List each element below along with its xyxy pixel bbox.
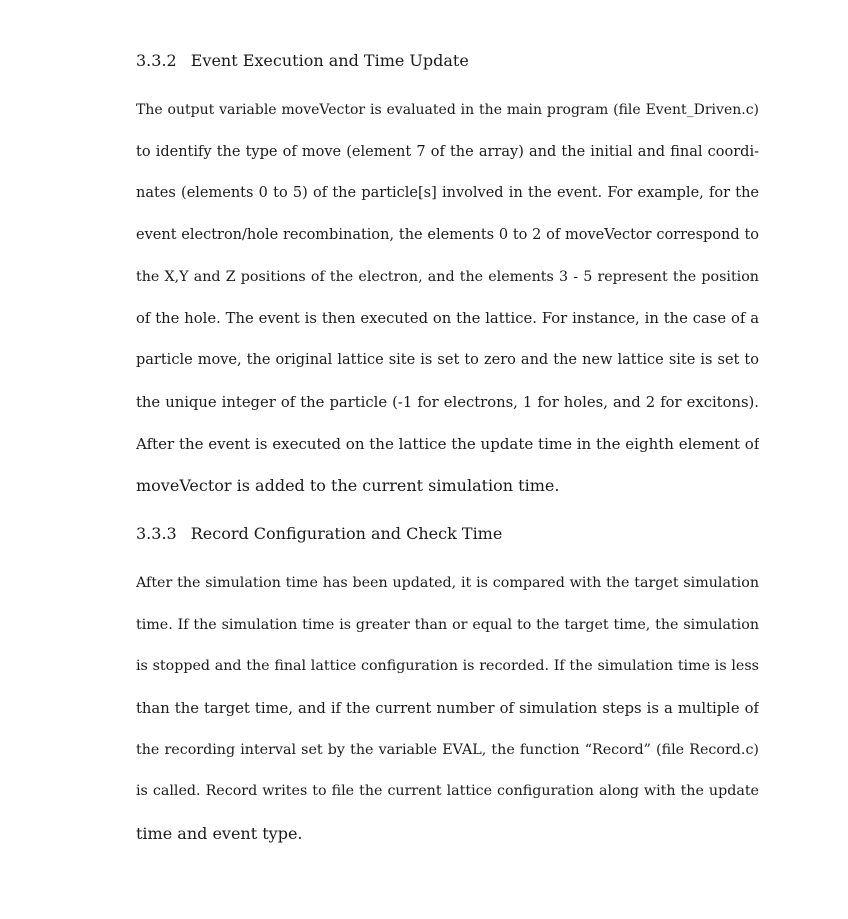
- paragraph-line: the recording interval set by the variable EVAL, the function “Record” (file Record.c): [136, 741, 759, 758]
- paragraph-event-execution: [136, 90, 759, 507]
- paragraph-line: is stopped and the final lattice configuration is recorded. If the simulation time is less: [136, 658, 759, 675]
- paragraph-line: time and event type.: [136, 824, 303, 843]
- paragraph-line: is called. Record writes to file the current lattice configuration along with the update: [136, 783, 759, 800]
- paragraph-line: nates (elements 0 to 5) of the particle[s] involved in the event. For example, for the: [136, 185, 759, 202]
- paragraph-line: moveVector is added to the current simulation time.: [136, 476, 560, 496]
- page-content: [136, 50, 759, 855]
- paragraph-line: the unique integer of the particle (-1 for electrons, 1 for holes, and 2 for excitons).: [136, 393, 759, 411]
- paragraph-line: event electron/hole recombination, the elements 0 to 2 of moveVector correspond to: [136, 227, 759, 244]
- paragraph-line: The output variable moveVector is evaluated in the main program (file Event_Driven.c): [136, 102, 759, 118]
- section-title: Record Configuration and Check Time: [190, 523, 503, 543]
- section-heading-3-3-3: [136, 523, 759, 545]
- paragraph-line: particle move, the original lattice site is set to zero and the new lattice site is set to: [136, 352, 759, 369]
- section-title: Event Execution and Time Update: [190, 51, 469, 70]
- paragraph-line: After the event is executed on the lattice the update time in the eighth element of: [136, 434, 759, 453]
- section-heading-3-3-2: [136, 50, 759, 72]
- paragraph-record-configuration: [136, 563, 759, 855]
- paragraph-line: of the hole. The event is then executed on the lattice. For instance, in the case of a: [136, 310, 759, 328]
- paragraph-line: After the simulation time has been updated, it is compared with the target simulation: [136, 574, 759, 591]
- paragraph-line: time. If the simulation time is greater than or equal to the target time, the simulation: [136, 616, 759, 633]
- section-number: 3.3.3: [136, 523, 177, 543]
- paragraph-line: to identify the type of move (element 7 of the array) and the initial and final coordi-: [136, 143, 759, 160]
- section-number: 3.3.2: [136, 51, 177, 70]
- paragraph-line: than the target time, and if the current number of simulation steps is a multiple of: [136, 699, 759, 717]
- paragraph-line: the X,Y and Z positions of the electron, and the elements 3 - 5 represent the position: [136, 268, 759, 285]
